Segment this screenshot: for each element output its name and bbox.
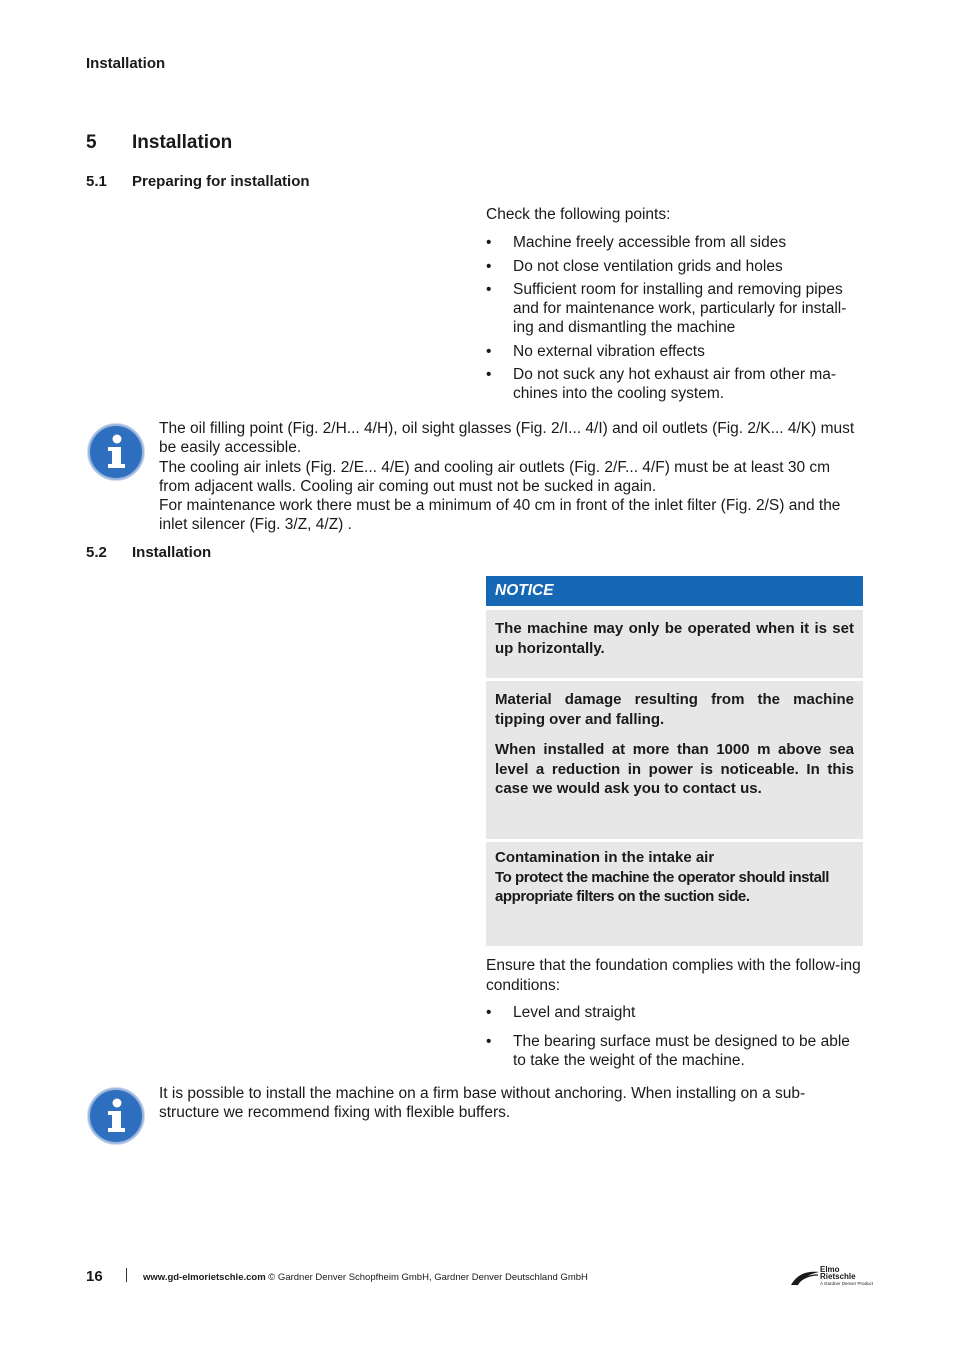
page-number: 16 (86, 1268, 103, 1285)
section-heading-5-2 (86, 544, 211, 561)
footer-divider (126, 1268, 127, 1282)
bullet-dot: • (486, 342, 492, 360)
info-note-base: It is possible to install the machine on a firm base without anchoring. When installing on a sub-structure we recommend fixing with flexible buffers. (159, 1085, 806, 1122)
list-item: • Do not close ventilation grids and holes (486, 257, 783, 275)
brand-logo (790, 1265, 874, 1288)
foundation-intro: Ensure that the foundation complies with the follow-ing conditions: (486, 957, 861, 994)
list-item: • The bearing surface must be designed to be able to take the weight of the machine. (486, 1033, 850, 1069)
list-item: • Machine freely accessible from all sides (486, 234, 787, 251)
notice-altitude: When installed at more than 1000 m above sea level a reduction in power is noticeable. In this case we would ask you to contact us. (486, 731, 863, 839)
notice-tipping: Material damage resulting from the machine tipping over and falling. (486, 681, 863, 732)
foundation-list (486, 1003, 864, 1075)
logo-swoosh-icon (790, 1269, 820, 1287)
footer-copyright-text: © Gardner Denver Schopfheim GmbH, Gardner Denver Deutschland GmbH (265, 1272, 588, 1283)
info-icon (88, 424, 144, 480)
bullet-dot: • (486, 234, 492, 251)
notice-contamination-text: To protect the machine the operator should install appropriate filters on the suction side. (495, 868, 829, 905)
footer-url[interactable]: www.gd-elmorietschle.com (143, 1272, 266, 1283)
logo-line-2: Rietschle (820, 1272, 856, 1281)
chapter-heading (86, 132, 232, 154)
info-line: The cooling air inlets (Fig. 2/E... 4/E) and cooling air outlets (Fig. 2/F... 4/F) must be at least 30 cm from adjacent walls. Cooling air coming out must not be sucked in again. (159, 458, 831, 495)
section-number: 5.1 (86, 173, 107, 190)
info-line: For maintenance work there must be a minimum of 40 cm in front of the inlet filter (Fig. 2/S) and the inlet silencer (Fig. 3/Z, 4/Z) . (159, 497, 841, 534)
chapter-number: 5 (86, 132, 97, 153)
bullet-dot: • (486, 257, 492, 275)
list-item: • Level and straight (486, 1004, 636, 1021)
logo-line-1: Elmo (820, 1265, 840, 1274)
chapter-title: Installation (132, 132, 233, 153)
info-icon (88, 1088, 144, 1144)
footer-copyright (143, 1272, 588, 1283)
info-note-access (159, 419, 864, 535)
notice-contamination (486, 842, 863, 946)
bullet-dot: • (486, 281, 492, 298)
notice-header: NOTICE (486, 576, 863, 606)
section-heading-5-1 (86, 173, 310, 190)
section-title: Installation (132, 544, 212, 561)
section-number: 5.2 (86, 544, 107, 561)
list-item: • Sufficient room for installing and removing pipes and for maintenance work, particularly for install-ing and dismantling the machine (486, 281, 847, 336)
notice-horizontal: The machine may only be operated when it is set up horizontally. (486, 610, 863, 678)
running-header: Installation (86, 55, 166, 72)
list-item: • Do not suck any hot exhaust air from other ma-chines into the cooling system. (486, 366, 837, 402)
section-title: Preparing for installation (132, 173, 310, 190)
bullet-dot: • (486, 366, 492, 383)
bullet-dot: • (486, 1004, 492, 1021)
check-list (486, 233, 864, 408)
info-line: The oil filling point (Fig. 2/H... 4/H), oil sight glasses (Fig. 2/I... 4/I) and oil outlets (Fig. 2/K... 4/K) must be easily accessible. (159, 420, 855, 457)
list-item: • No external vibration effects (486, 342, 705, 360)
check-intro: Check the following points: (486, 206, 671, 223)
notice-contamination-title: Contamination in the intake air (495, 849, 715, 866)
bullet-dot: • (486, 1033, 492, 1050)
logo-tagline: A Gardner Denver Product (820, 1281, 874, 1286)
